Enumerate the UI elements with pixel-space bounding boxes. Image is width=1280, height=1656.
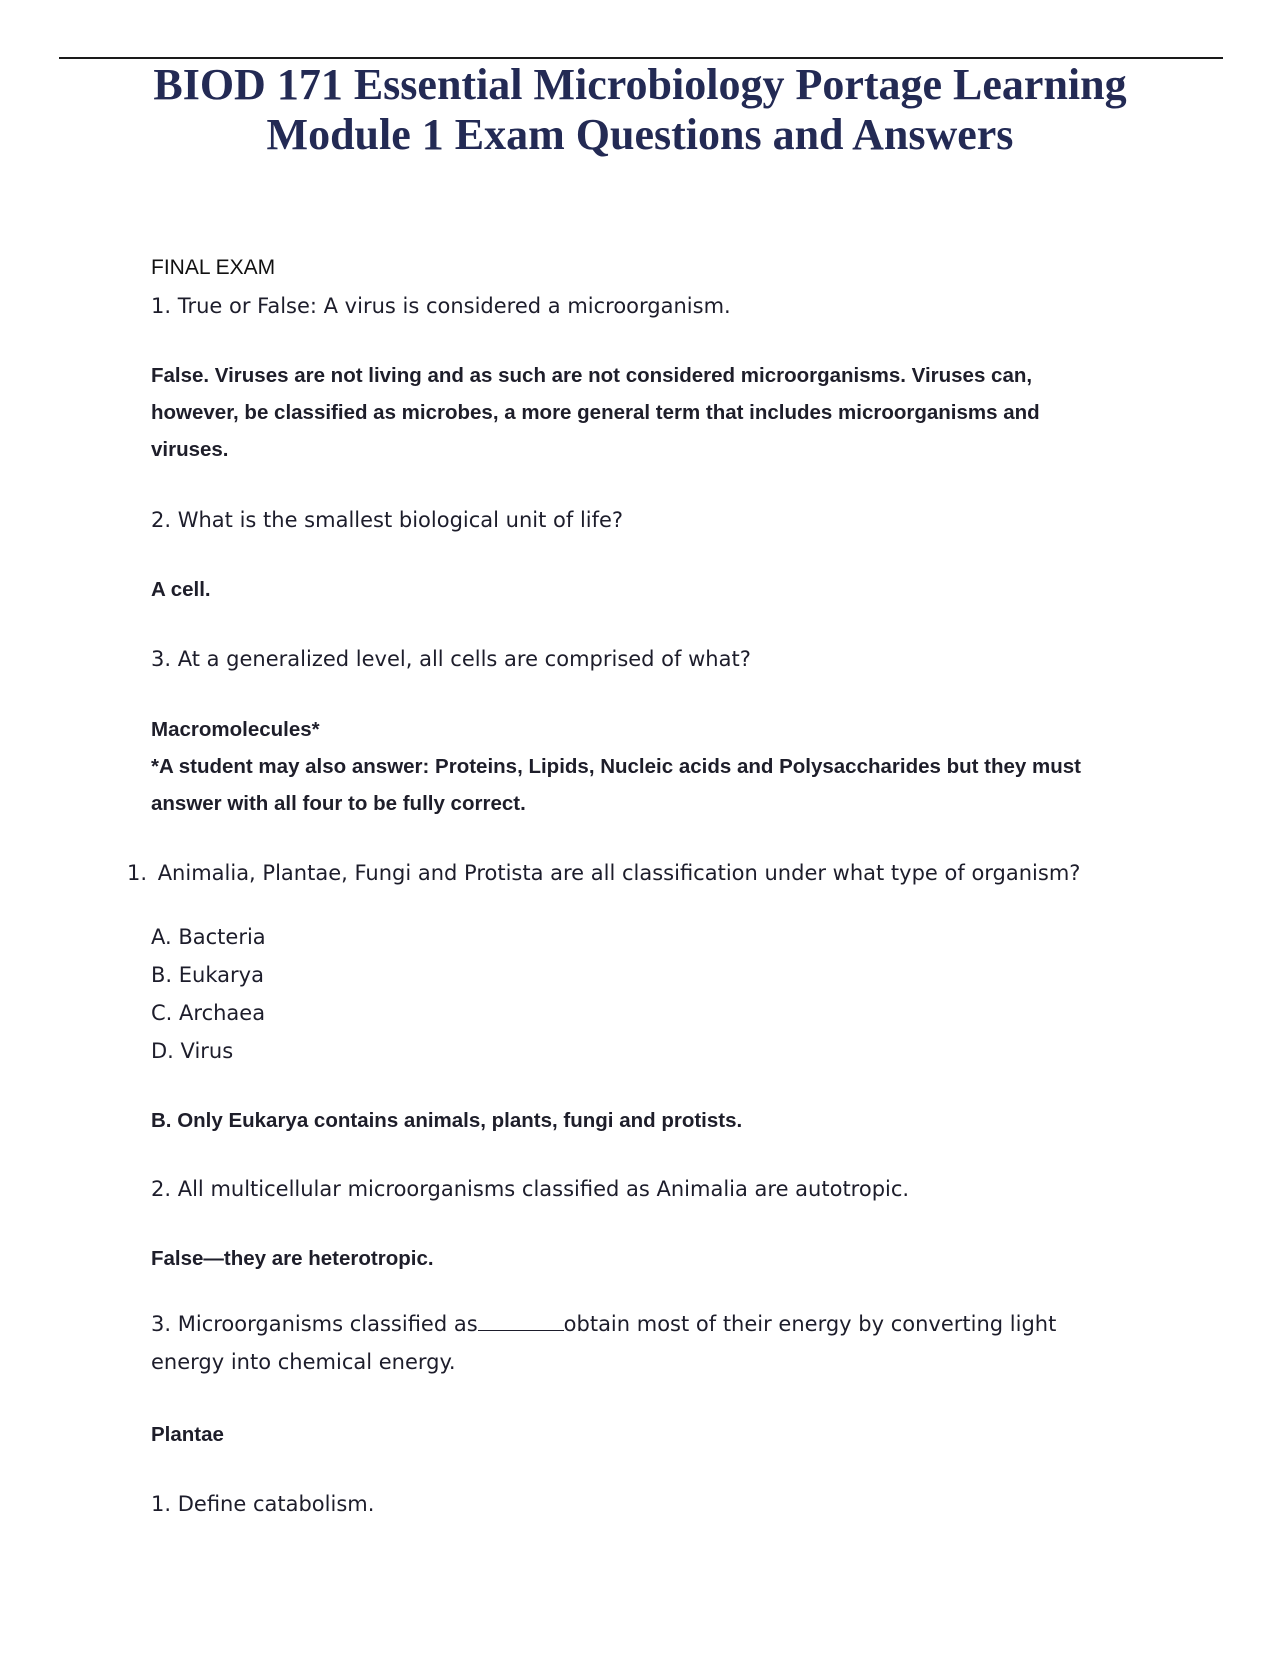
option-letter: D. — [151, 1039, 174, 1063]
top-rule — [59, 57, 1223, 59]
answer-3-main: Macromolecules* — [151, 718, 320, 741]
question-number: 3. — [151, 647, 172, 671]
question-1 — [151, 292, 1111, 320]
question-3 — [151, 645, 1111, 673]
question-text-before-blank: Microorganisms classified as — [177, 1312, 478, 1336]
question-number: 1. — [151, 1492, 172, 1516]
question-number: 2. — [151, 1177, 172, 1201]
option-text: Virus — [180, 1039, 234, 1063]
option-text: Archaea — [179, 1001, 266, 1025]
question-7 — [151, 1490, 1111, 1518]
question-5 — [151, 1175, 1111, 1203]
option-letter: B. — [151, 963, 173, 987]
title-line-1: BIOD 171 Essential Microbiology Portage Learning — [153, 60, 1127, 109]
option-letter: C. — [151, 1001, 173, 1025]
question-text: Define catabolism. — [177, 1492, 375, 1516]
option-letter: A. — [151, 925, 172, 949]
section-label: FINAL EXAM — [151, 256, 276, 279]
question-number: 1. — [151, 294, 172, 318]
question-2 — [151, 506, 1111, 534]
option-a — [151, 923, 1111, 951]
answer-3-note: *A student may also answer: Proteins, Lipids, Nucleic acids and Polysaccharides but they must answer with all four to be fully correct. — [151, 755, 1081, 815]
option-d — [151, 1037, 1111, 1065]
question-number: 2. — [151, 508, 172, 532]
answer-6: Plantae — [151, 1423, 224, 1446]
question-4: 1. Animalia, Plantae, Fungi and Protista are all classification under what type of organism? — [127, 861, 1081, 885]
question-text: Animalia, Plantae, Fungi and Protista are all classification under what type of organism? — [157, 861, 1081, 885]
question-number: 3. — [151, 1312, 172, 1336]
answer-4: B. Only Eukarya contains animals, plants, fungi and protists. — [151, 1109, 743, 1132]
question-text-after-blank: obtain most of their energy by converting light energy into chemical energy. — [151, 1312, 1057, 1374]
option-text: Bacteria — [178, 925, 266, 949]
question-text: At a generalized level, all cells are comprised of what? — [177, 647, 751, 671]
answer-2: A cell. — [151, 578, 211, 601]
title-line-2: Module 1 Exam Questions and Answers — [266, 110, 1014, 159]
option-b — [151, 961, 1111, 989]
question-6 — [151, 1305, 1111, 1381]
option-c — [151, 999, 1111, 1027]
document-title — [120, 60, 1160, 160]
answer-1: False. Viruses are not living and as such are not considered microorganisms. Viruses can, however, be classified as microbes, a more general term that includes microorganisms and viruses. — [151, 364, 1040, 461]
fill-in-blank — [478, 1312, 564, 1331]
option-text: Eukarya — [178, 963, 264, 987]
question-text: True or False: A virus is considered a microorganism. — [177, 294, 731, 318]
question-text: What is the smallest biological unit of life? — [177, 508, 624, 532]
question-text: All multicellular microorganisms classified as Animalia are autotropic. — [177, 1177, 910, 1201]
answer-5: False—they are heterotropic. — [151, 1247, 434, 1270]
